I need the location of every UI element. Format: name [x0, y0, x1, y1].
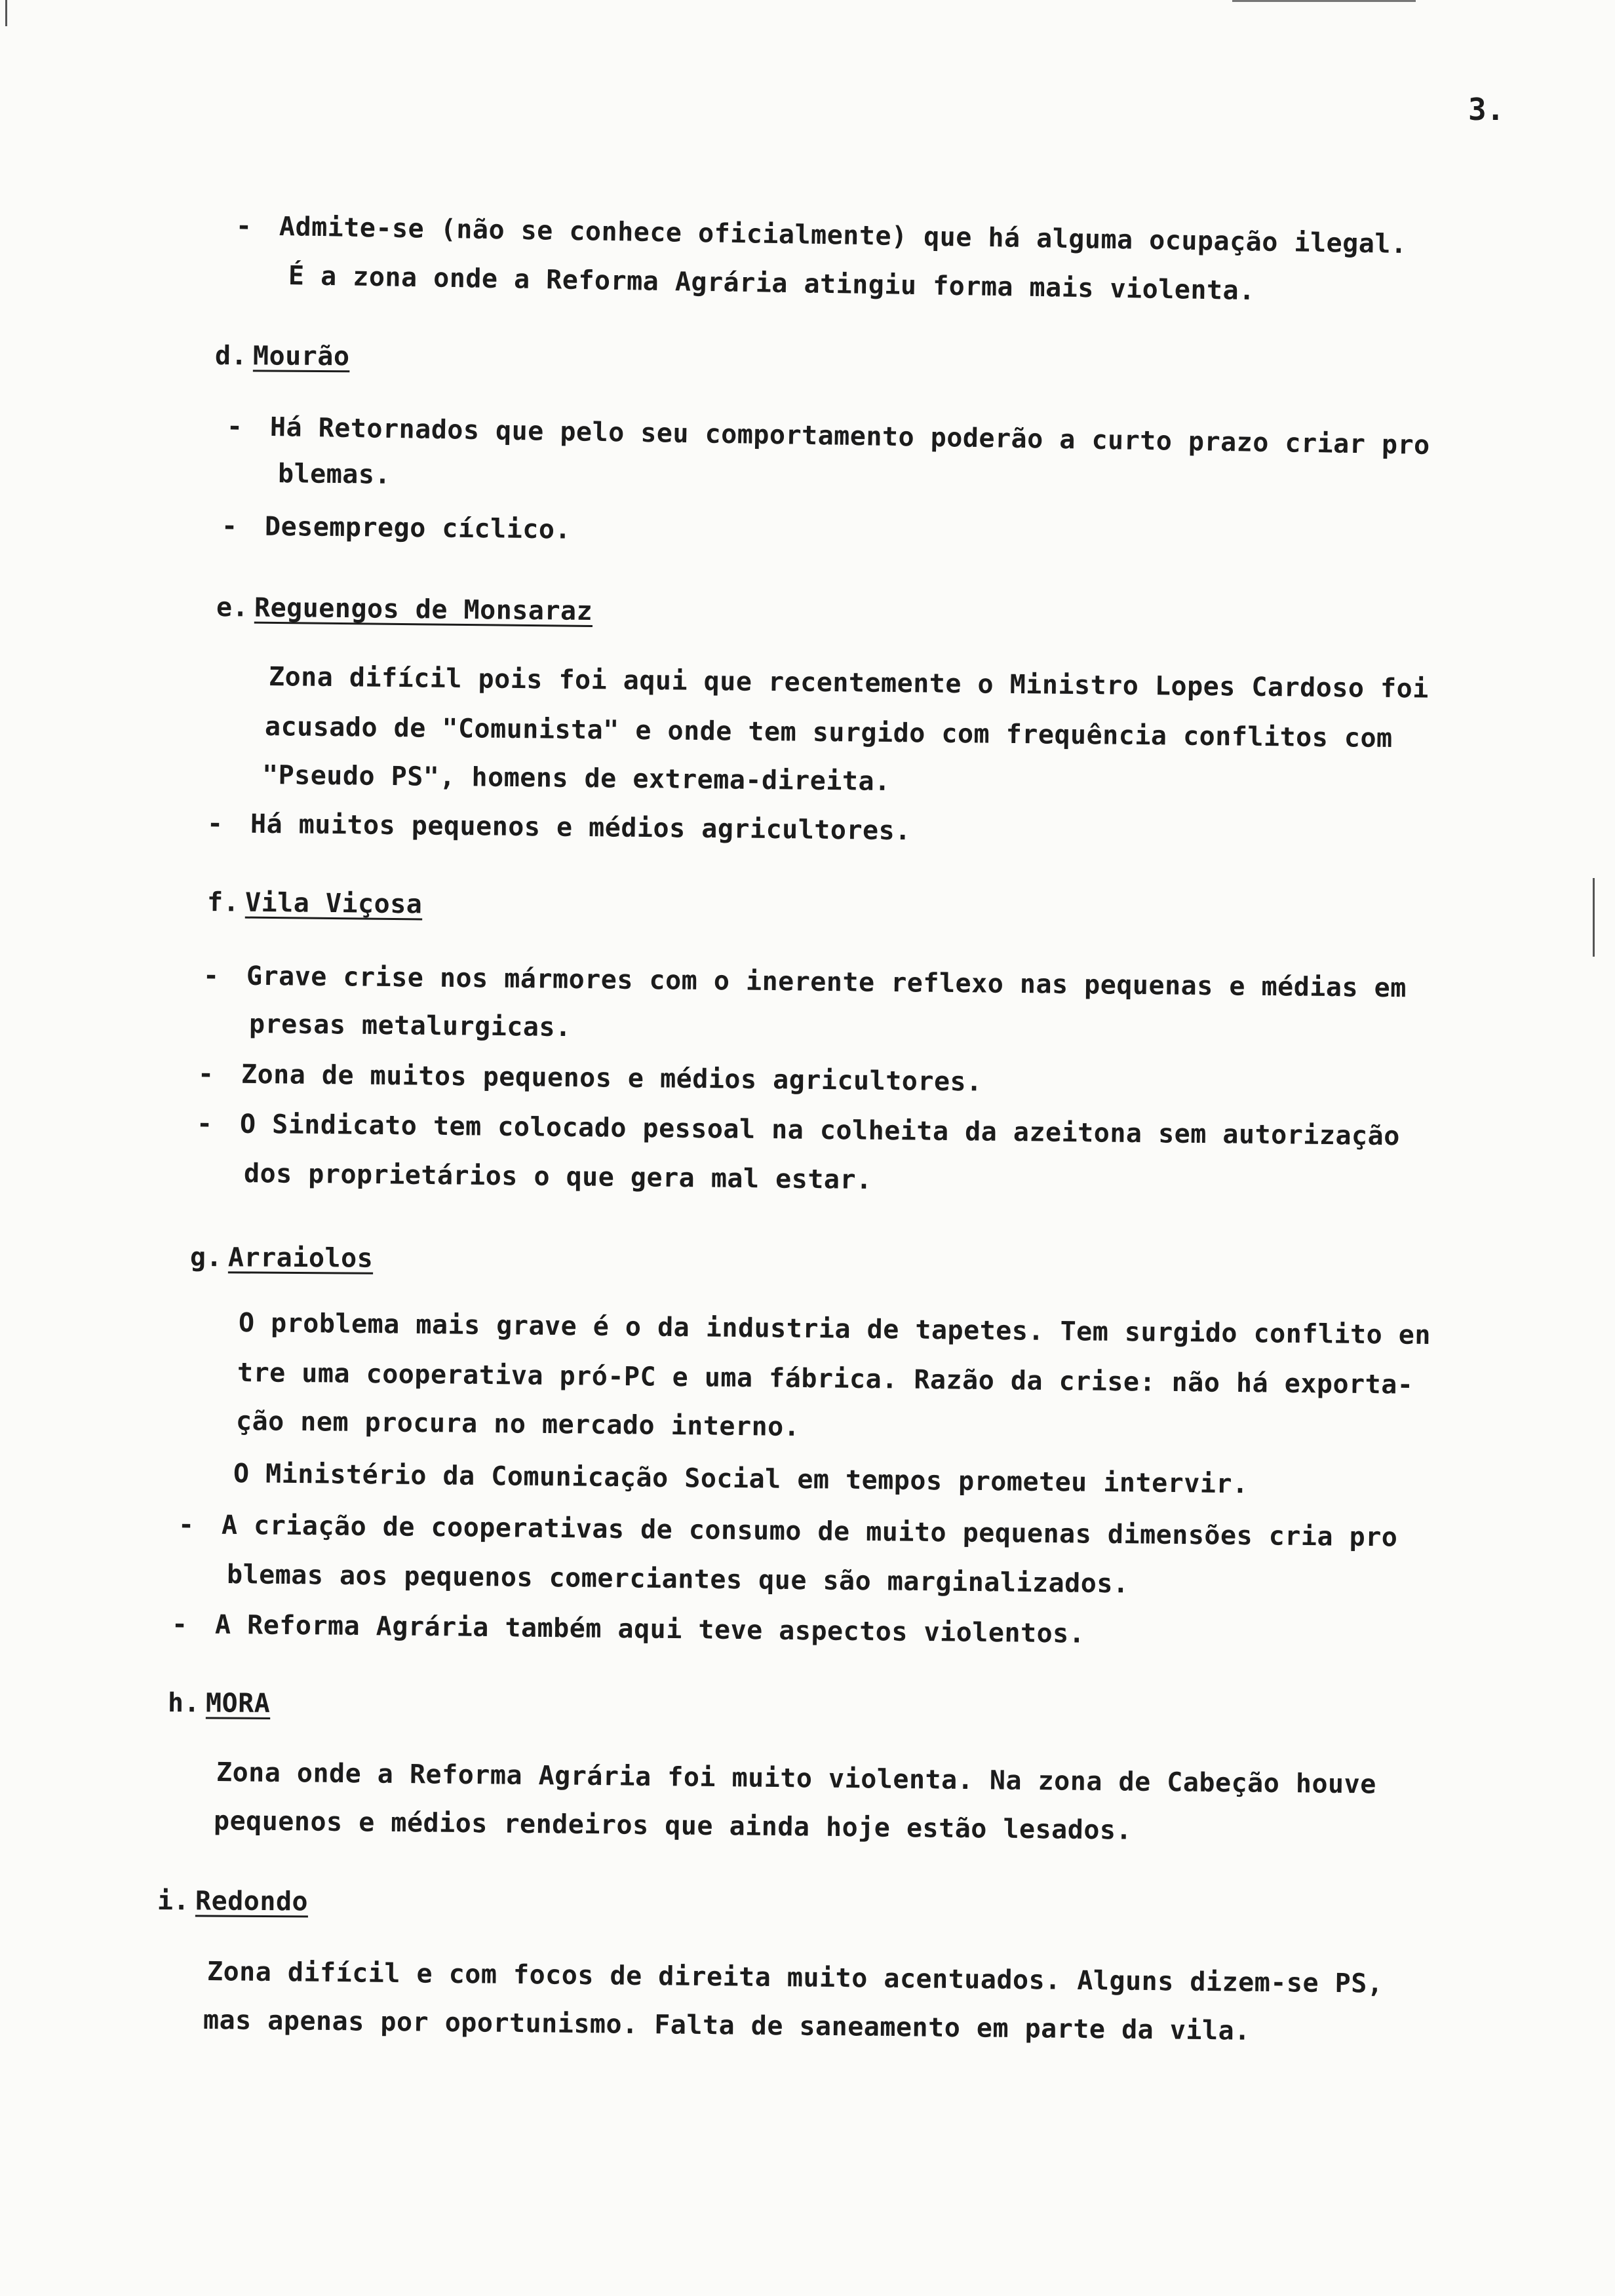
section-g-para-line-2 [237, 1358, 1414, 1400]
line-text: Zona de muitos pequenos e médios agricultores. [241, 1059, 983, 1098]
section-g-bullet-1-cont [227, 1559, 1129, 1599]
line-text: Grave crise nos mármores com o inerente reflexo nas pequenas e médias em [246, 961, 1407, 1004]
section-e-para-line-1 [269, 662, 1429, 704]
line-text: acusado de "Comunista" e onde tem surgido com frequência conflitos com [264, 712, 1393, 754]
section-f-bullet-3-cont [244, 1158, 872, 1195]
section-f-bullet-2 [198, 1059, 983, 1098]
line-text: A Reforma Agrária também aqui teve aspectos violentos. [214, 1609, 1085, 1649]
line-text: Há muitos pequenos e médios agricultores. [250, 809, 912, 847]
section-heading-f [207, 887, 423, 919]
line-text: Zona difícil e com focos de direita muito acentuados. Alguns dizem-se PS, [206, 1957, 1384, 1999]
intro-line-1 [236, 211, 1407, 259]
line-text: O Sindicato tem colocado pessoal na colheita da azeitona sem autorização [239, 1109, 1401, 1152]
line-text: Zona onde a Reforma Agrária foi muito violenta. Na zona de Cabeção houve [216, 1757, 1377, 1800]
bullet: - [197, 1059, 214, 1090]
section-g-bullet-1 [178, 1510, 1398, 1552]
section-g-para2-line-1 [233, 1459, 1249, 1499]
section-f-bullet-3 [197, 1109, 1400, 1151]
bullet: - [171, 1609, 188, 1640]
scan-edge-line [1232, 0, 1416, 2]
bullet: - [235, 211, 252, 242]
section-title: Mourão [252, 341, 350, 372]
section-g-para-line-1 [239, 1308, 1431, 1350]
line-text: A criação de cooperativas de consumo de muito pequenas dimensões cria pro [221, 1510, 1398, 1553]
line-text: blemas aos pequenos comerciantes que são marginalizados. [226, 1559, 1129, 1599]
bullet: - [221, 511, 238, 542]
line-text: mas apenas por oportunismo. Falta de saneamento em parte da vila. [203, 2005, 1251, 2046]
section-heading-i [157, 1886, 308, 1917]
bullet: - [178, 1510, 195, 1540]
section-title: Vila Viçosa [244, 887, 423, 920]
line-text: "Pseudo PS", homens de extrema-direita. [262, 760, 891, 797]
section-h-para-line-2 [214, 1806, 1133, 1846]
line-text: pequenos e médios rendeiros que ainda hoje estão lesados. [213, 1806, 1133, 1846]
line-text: presas metalurgicas. [248, 1009, 572, 1043]
line-text: ção nem procura no mercado interno. [235, 1406, 800, 1443]
section-g-para-line-3 [236, 1406, 800, 1442]
line-text: O Ministério da Comunicação Social em tempos prometeu intervir. [233, 1459, 1249, 1500]
section-label: i. [157, 1886, 190, 1917]
intro-text-1: Admite-se (não se conhece oficialmente) que há alguma ocupação ilegal. [279, 212, 1407, 260]
section-h-para-line-1 [216, 1757, 1376, 1800]
section-label: h. [167, 1688, 201, 1719]
line-text: Zona difícil pois foi aqui que recentemente o Ministro Lopes Cardoso foi [268, 662, 1430, 704]
section-label: g. [189, 1242, 223, 1273]
section-e-bullet-1 [207, 809, 911, 846]
intro-line-2 [288, 261, 1255, 306]
section-title: MORA [205, 1688, 271, 1719]
line-text: dos proprietários o que gera mal estar. [243, 1158, 872, 1196]
bullet: - [226, 411, 243, 442]
line-text: tre uma cooperativa pró-PC e uma fábrica. Razão da crise: não há exporta- [237, 1358, 1414, 1400]
section-f-bullet-1-cont [249, 1009, 572, 1043]
section-e-para-line-2 [265, 712, 1393, 754]
section-f-bullet-1 [203, 961, 1407, 1003]
section-g-bullet-2 [172, 1609, 1085, 1649]
section-label: f. [206, 887, 240, 918]
section-heading-d [215, 341, 350, 372]
section-heading-e [216, 592, 593, 626]
bullet: - [206, 809, 224, 839]
section-title: Reguengos de Monsaraz [254, 592, 593, 627]
section-title: Redondo [195, 1886, 309, 1917]
intro-text-2: É a zona onde a Reforma Agrária atingiu forma mais violenta. [288, 261, 1256, 307]
section-d-bullet-1 [227, 411, 1430, 461]
section-label: d. [214, 341, 248, 372]
section-heading-h [168, 1688, 271, 1719]
page-number: 3. [1468, 92, 1505, 127]
line-text: Há Retornados que pelo seu comportamento poderão a curto prazo criar pro [269, 412, 1431, 461]
section-d-bullet-1-cont [278, 459, 391, 490]
section-i-para-line-2 [203, 2005, 1251, 2046]
line-text: O problema mais grave é o da industria de tapetes. Tem surgido conflito en [238, 1308, 1431, 1351]
bullet: - [203, 961, 220, 991]
section-label: e. [216, 592, 249, 623]
section-i-para-line-1 [207, 1957, 1384, 1999]
line-text: blemas. [277, 459, 391, 490]
scan-edge-mark [1593, 878, 1595, 957]
section-heading-g [190, 1242, 374, 1274]
section-e-para-line-3 [262, 760, 891, 797]
line-text: Desemprego cíclico. [264, 511, 572, 545]
bullet: - [196, 1109, 213, 1139]
scan-edge-mark [5, 0, 7, 26]
section-d-bullet-2 [222, 511, 572, 545]
section-title: Arraiolos [227, 1242, 374, 1274]
